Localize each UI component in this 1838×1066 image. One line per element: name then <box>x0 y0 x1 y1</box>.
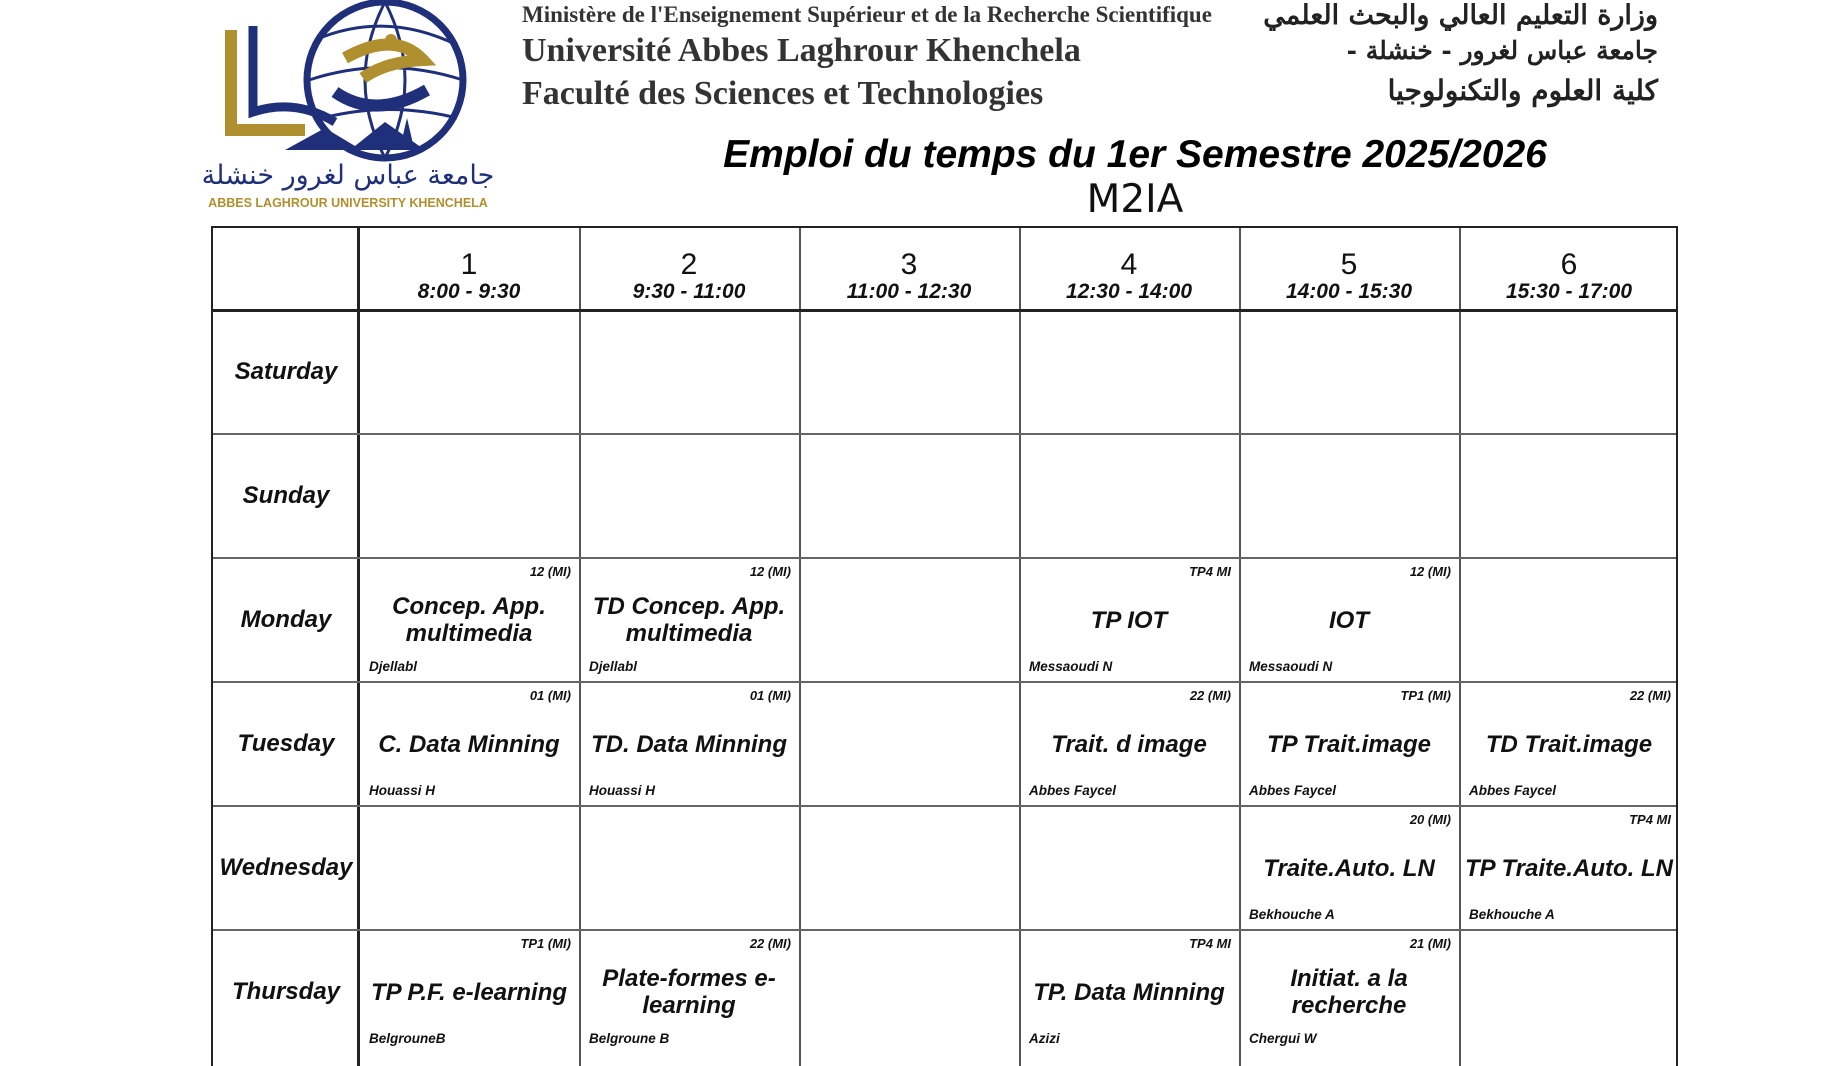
period-header-6 <box>1459 228 1679 310</box>
session-course: TP Trait.image <box>1266 730 1432 758</box>
session-room: 21 (MI) <box>1409 936 1451 951</box>
university-arabic: جامعة عباس لغرور - خنشلة - <box>1346 36 1658 65</box>
timetable <box>211 226 1678 1066</box>
period-time: 14:00 - 15:30 <box>1285 280 1413 303</box>
session-cell[interactable] <box>1239 930 1459 1054</box>
session-teacher: Azizi <box>1029 1031 1060 1046</box>
session-course: TP Traite.Auto. LN <box>1465 854 1674 882</box>
session-teacher: Houassi H <box>589 783 656 798</box>
session-cell[interactable] <box>1019 930 1239 1054</box>
day-label-thursday: Thursday <box>231 978 341 1005</box>
session-teacher: Messaoudi N <box>1029 659 1113 674</box>
session-teacher: Abbes Faycel <box>1029 783 1117 798</box>
session-room: 22 (MI) <box>1629 688 1671 703</box>
session-course: TP P.F. e-learning <box>370 978 568 1006</box>
session-teacher: Houassi H <box>369 783 436 798</box>
day-label-sunday: Sunday <box>242 482 330 509</box>
period-number: 6 <box>1560 248 1578 281</box>
session-room: TP4 MI <box>1189 936 1231 951</box>
period-time: 12:30 - 14:00 <box>1065 280 1193 303</box>
session-course: Traite.Auto. LN <box>1263 854 1435 882</box>
period-header-4 <box>1019 228 1239 310</box>
program-name: M2IA <box>1086 177 1184 222</box>
period-time: 15:30 - 17:00 <box>1505 280 1633 303</box>
session-teacher: Chergui W <box>1249 1031 1317 1046</box>
session-teacher: Bekhouche A <box>1249 907 1335 922</box>
session-cell[interactable] <box>579 930 799 1054</box>
period-number: 1 <box>460 248 478 281</box>
session-course: Concep. App. multimedia <box>392 593 546 647</box>
session-room: 01 (MI) <box>749 688 791 703</box>
session-room: TP1 (MI) <box>520 936 571 951</box>
session-room: 22 (MI) <box>1189 688 1231 703</box>
session-room: 20 (MI) <box>1409 812 1451 827</box>
session-course: TD. Data Minning <box>591 730 787 758</box>
session-room: TP4 MI <box>1629 812 1671 827</box>
day-label-saturday: Saturday <box>234 358 338 385</box>
session-teacher: Belgroune B <box>589 1031 670 1046</box>
faculty-arabic: كلية العلوم والتكنولوجيا <box>1387 74 1658 107</box>
session-room: TP1 (MI) <box>1400 688 1451 703</box>
session-room: 12 (MI) <box>1409 564 1451 579</box>
session-cell[interactable] <box>579 682 799 806</box>
session-teacher: Djellabl <box>589 659 638 674</box>
period-header-1 <box>359 228 579 310</box>
session-cell[interactable] <box>359 682 579 806</box>
session-course: TP IOT <box>1090 606 1168 634</box>
session-room: 12 (MI) <box>529 564 571 579</box>
session-room: 12 (MI) <box>749 564 791 579</box>
session-course: TD Concep. App. multimedia <box>592 593 786 647</box>
session-cell[interactable] <box>579 558 799 682</box>
session-room: 22 (MI) <box>749 936 791 951</box>
logo-english-text: ABBES LAGHROUR UNIVERSITY KHENCHELA <box>208 196 488 210</box>
session-cell[interactable] <box>1019 558 1239 682</box>
session-teacher: Abbes Faycel <box>1469 783 1557 798</box>
session-cell[interactable] <box>1019 682 1239 806</box>
period-number: 4 <box>1120 248 1138 281</box>
session-teacher: Messaoudi N <box>1249 659 1333 674</box>
period-time: 8:00 - 9:30 <box>417 280 521 303</box>
session-course: Plate-formes e-learning <box>602 965 776 1019</box>
session-course: C. Data Minning <box>378 730 560 758</box>
session-cell[interactable] <box>359 930 579 1054</box>
session-cell[interactable] <box>1239 806 1459 930</box>
ministry-arabic: وزارة التعليم العالي والبحث العلمي <box>1263 0 1658 31</box>
session-course: TP. Data Minning <box>1033 978 1225 1006</box>
period-header-5 <box>1239 228 1459 310</box>
session-cell[interactable] <box>1459 806 1679 930</box>
session-teacher: BelgrouneB <box>369 1031 446 1046</box>
period-number: 5 <box>1340 248 1358 281</box>
day-label-monday: Monday <box>240 606 332 633</box>
university-french: Université Abbes Laghrour Khenchela <box>522 32 1081 69</box>
period-number: 3 <box>900 248 918 281</box>
session-course: Trait. d image <box>1051 730 1207 758</box>
grid-line <box>213 433 1676 435</box>
logo-arabic-text: جامعة عباس لغرور خنشلة <box>201 160 495 191</box>
session-cell[interactable] <box>1459 682 1679 806</box>
ministry-french: Ministère de l'Enseignement Supérieur et de la Recherche Scientifique <box>522 2 1212 27</box>
grid-line <box>1459 228 1461 1066</box>
session-room: 01 (MI) <box>529 688 571 703</box>
day-label-wednesday: Wednesday <box>219 854 353 881</box>
grid-line <box>799 228 801 1066</box>
session-cell[interactable] <box>1239 558 1459 682</box>
session-teacher: Bekhouche A <box>1469 907 1555 922</box>
period-time: 11:00 - 12:30 <box>846 280 972 303</box>
day-label-tuesday: Tuesday <box>237 730 335 757</box>
session-course: TD Trait.image <box>1485 730 1653 758</box>
session-teacher: Abbes Faycel <box>1249 783 1337 798</box>
period-header-2 <box>579 228 799 310</box>
session-room: TP4 MI <box>1189 564 1231 579</box>
session-cell[interactable] <box>1239 682 1459 806</box>
period-number: 2 <box>680 248 698 281</box>
session-cell[interactable] <box>359 558 579 682</box>
period-time: 9:30 - 11:00 <box>632 280 746 303</box>
session-course: IOT <box>1329 606 1369 634</box>
session-course: Initiat. a la recherche <box>1290 965 1408 1019</box>
faculty-french: Faculté des Sciences et Technologies <box>522 75 1044 112</box>
page-title: Emploi du temps du 1er Semestre 2025/2026 <box>723 133 1547 176</box>
session-teacher: Djellabl <box>369 659 418 674</box>
period-header-3 <box>799 228 1019 310</box>
